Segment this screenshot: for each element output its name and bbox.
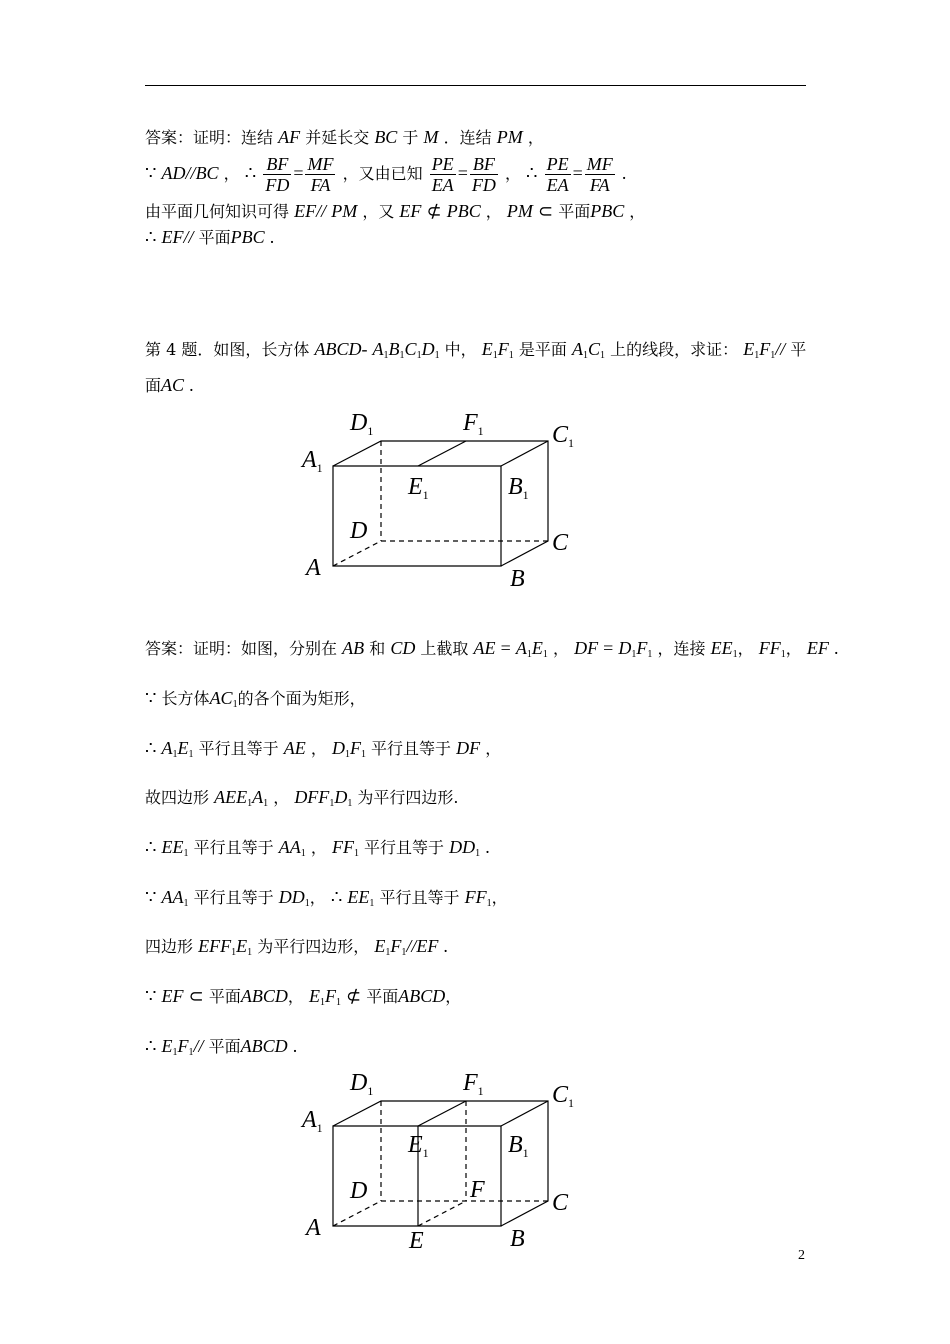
math-d1f1: $D_1F_1$ [331,738,366,760]
math-ac: AC [161,375,185,395]
math-ff1: $FF_1$ [464,887,492,909]
not-subset-symbol: ⊄ [346,986,362,1006]
label-a1: $A_1$ [302,447,323,475]
text: 由平面几何知识可得 [145,202,290,221]
therefore-symbol: ∴ [526,163,538,183]
equals: = [457,163,468,183]
math-ef: EF [161,986,184,1006]
therefore-symbol: ∴ [330,887,343,907]
text: 平行且等于 [371,739,452,758]
math-abcd: ABCD [314,339,362,359]
text: ， [504,164,521,183]
label-f1: $F_1$ [463,1070,484,1098]
text: ，又 [362,202,395,221]
equals: = [293,163,304,183]
math-ef: EF [806,638,829,658]
math-ff1: $FF_1$ [758,638,786,660]
math-pm: PM [331,201,358,221]
math-d1f1: $D_1F_1$ [618,638,653,660]
text: 上截取 [420,639,469,658]
text: . [269,227,275,247]
text: 和 [369,639,386,658]
subset-symbol: ⊂ [538,201,554,221]
text: - [361,339,368,359]
because-symbol: ∵ [145,163,157,183]
math-m: M [423,127,439,147]
because-symbol: ∵ [145,688,157,708]
therefore-symbol: ∴ [145,738,157,758]
text: 上的线段，求证： [610,340,739,359]
text: 于 [402,128,419,147]
math-e1f1: $E_1F_1$ [308,986,341,1008]
math-dff1d1: $DFF_1D_1$ [294,787,353,809]
text: 平面 [208,1037,241,1056]
label-f: F [470,1177,485,1203]
text: ， [785,639,802,658]
text: ， [485,739,502,758]
text: 平 [790,340,807,359]
text: 平面 [198,228,231,247]
math-df: DF [574,638,599,658]
math-pm: PM [496,127,523,147]
math-ad: AD [161,163,186,183]
math-bc: BC [195,163,219,183]
math-abcd: ABCD [398,986,446,1006]
text: 第 4 题．如图，长方体 [145,340,310,359]
label-f1: $F_1$ [463,410,484,438]
label-b1: $B_1$ [508,1132,529,1160]
text: ， [310,838,327,857]
fraction-mf-fa-2: $\frac{MF}{FA}$ [586,154,613,195]
text: 平面 [558,202,591,221]
text: ， [287,987,304,1006]
math-e1f1: $E_1F_1//$ [161,1036,204,1058]
math-e1f1: $E_1F_1//$ [743,339,786,361]
label-c: C [552,530,569,556]
text: ， [737,639,754,658]
label-b: B [510,566,525,592]
hidden-edge-ad [333,1201,381,1226]
fraction-bf-fd: $\frac{BF}{FD}$ [265,154,290,195]
math-abcd: ABCD [240,1036,288,1056]
math-dd1: $DD_1$ [278,887,310,909]
math-a1c1: $A_1C_1$ [571,339,605,361]
math-ef: EF [294,201,317,221]
text: 为平行四边形， [257,937,370,956]
label-c1: $C_1$ [552,1082,575,1110]
parallel-symbol: // [185,163,196,183]
math-ee1: $EE_1$ [710,638,738,660]
parallel-symbol: // [316,201,327,221]
text: ， [629,202,646,221]
math-ff1: $FF_1$ [331,837,359,859]
text: ， [491,888,508,907]
label-d: D [350,518,368,544]
text: 四边形 [145,937,194,956]
edge-b1c1 [501,1101,548,1126]
text: ， [310,739,327,758]
text: 平面 [208,987,241,1006]
math-ef: EF [399,201,422,221]
text: ， [552,639,569,658]
text: ， [445,987,462,1006]
because-symbol: ∵ [145,887,157,907]
therefore-symbol: ∴ [145,1036,157,1056]
label-d1: $D_1$ [350,410,374,438]
text: . [485,837,490,857]
therefore-symbol: ∴ [145,837,157,857]
math-pbc: PBC [230,227,265,247]
fraction-bf-fd-2: $\frac{BF}{FD}$ [471,154,496,195]
label-e: E [409,1228,424,1254]
math-pbc: PBC [446,201,481,221]
text: 平面 [366,987,399,1006]
text: 是平面 [518,340,567,359]
text: 为平行四边形. [357,788,459,807]
text: ， [309,888,326,907]
label-e1: $E_1$ [408,1132,429,1160]
text: 的各个面为矩形， [237,689,366,708]
text: 答案：证明：如图，分别在 [145,639,338,658]
text: ， [485,202,502,221]
text: 中， [444,340,477,359]
text: ， [223,164,240,183]
label-a: A [306,1215,321,1241]
math-ee1: $EE_1$ [347,887,375,909]
label-a1: $A_1$ [302,1107,323,1135]
segment-e1f1 [418,1101,466,1126]
hidden-segment-ef [418,1201,466,1226]
label-b1: $B_1$ [508,474,529,502]
not-subset-symbol: ⊄ [426,201,442,221]
math-a1e1: $A_1E_1$ [515,638,548,660]
math-e1f1: $E_1F_1//EF$ [374,936,439,958]
label-e1: $E_1$ [408,474,429,502]
label-c: C [552,1190,569,1216]
fraction-mf-fa: $\frac{MF}{FA}$ [307,154,334,195]
math-aa1: $AA_1$ [278,837,306,859]
math-abcd: ABCD [240,986,288,1006]
therefore-symbol: ∴ [145,227,157,247]
text: . [621,163,627,183]
math-ac1: $AC_1$ [209,688,238,710]
text: 答案：证明：连结 [145,128,274,147]
fraction-pe-ea: $\frac{PE}{EA}$ [431,154,454,195]
text: 平行且等于 [193,888,274,907]
text: ，连接 [657,639,706,658]
math-ae: AE [473,638,496,658]
equals: = [572,163,583,183]
math-e1f1: $E_1F_1$ [481,339,514,361]
math-af: AF [278,127,301,147]
math-cd: CD [390,638,416,658]
math-a1e1: $A_1E_1$ [161,738,194,760]
text: ， [527,128,544,147]
text: 故四边形 [145,788,210,807]
math-pbc: PBC [590,201,625,221]
top-right-edges [333,1101,548,1226]
math-aa1: $AA_1$ [161,887,189,909]
text: ．连结 [443,128,492,147]
label-d: D [350,1178,368,1204]
subset-symbol: ⊂ [188,986,204,1006]
parallel-symbol: // [183,227,194,247]
because-symbol: ∵ [145,986,157,1006]
math-ae: AE [283,738,306,758]
text: 平行且等于 [193,838,274,857]
math-ee1: $EE_1$ [161,837,189,859]
text: 并延长交 [305,128,370,147]
math-ab: AB [342,638,365,658]
math-a1b1c1d1: $A_1B_1C_1D_1$ [372,339,440,361]
fraction-pe-ea-2: $\frac{PE}{EA}$ [546,154,569,195]
equals: = [500,638,511,658]
text: . [292,1036,298,1056]
text: 平行且等于 [198,739,279,758]
math-df: DF [456,738,481,758]
equals: = [603,638,614,658]
text: . [189,375,194,395]
math-bc: BC [374,127,398,147]
text: 面 [145,376,162,395]
label-d1: $D_1$ [350,1070,374,1098]
math-dd1: $DD_1$ [449,837,481,859]
label-a: A [306,555,321,581]
math-aee1a1: $AEE_1A_1$ [214,787,269,809]
label-c1: $C_1$ [552,422,575,450]
page-number: 2 [798,1248,805,1263]
text: ，又由已知 [342,164,423,183]
text: ， [273,788,290,807]
therefore-symbol: ∴ [244,163,257,183]
text: . [443,936,448,956]
text: . [833,638,839,658]
text: 平行且等于 [364,838,445,857]
math-eff1e1: $EFF_1E_1$ [198,936,253,958]
math-ef: EF [161,227,184,247]
text: 长方体 [161,689,210,708]
label-b: B [510,1226,525,1252]
text: 平行且等于 [379,888,460,907]
math-pm: PM [506,201,533,221]
